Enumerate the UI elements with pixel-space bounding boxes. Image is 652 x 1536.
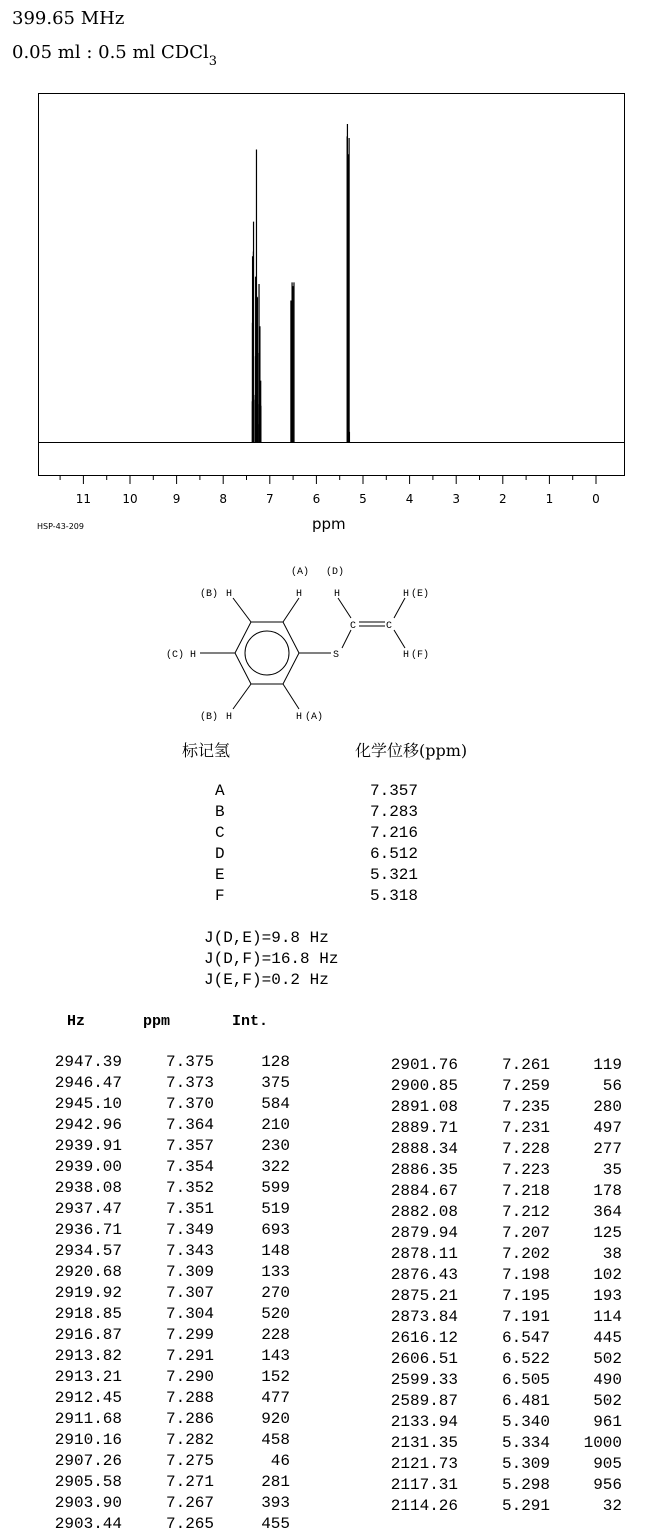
- label-e: (E): [411, 589, 430, 600]
- peak-ppm: 7.373: [165, 1074, 214, 1092]
- peak-hz: 2886.35: [390, 1161, 458, 1179]
- peak-ppm: 6.522: [501, 1350, 550, 1368]
- shift-label: A: [215, 782, 225, 800]
- peak-hz: 2934.57: [54, 1242, 122, 1260]
- peak-hz: 2133.94: [390, 1413, 458, 1431]
- x-tick-label: 0: [592, 492, 600, 506]
- peak-intensity: 905: [593, 1455, 622, 1473]
- shift-label: E: [215, 866, 225, 884]
- peak-row: [380, 1098, 640, 1119]
- peak-ppm: 7.375: [165, 1053, 214, 1071]
- peak-ppm: 6.547: [501, 1329, 550, 1347]
- peak-header-ppm: ppm: [143, 1013, 171, 1030]
- peak-intensity: 32: [602, 1497, 622, 1515]
- peak-hz: 2916.87: [54, 1326, 122, 1344]
- x-tick-label: 7: [265, 492, 274, 506]
- peak-hz: 2599.33: [390, 1371, 458, 1389]
- peak-row: [44, 1116, 304, 1137]
- peak-hz: 2946.47: [54, 1074, 122, 1092]
- peak-row: [380, 1434, 640, 1455]
- label-b-top: (B): [200, 589, 219, 600]
- atom-s: S: [333, 650, 340, 661]
- peak-row: [44, 1242, 304, 1263]
- peak-hz: 2936.71: [54, 1221, 122, 1239]
- peak-intensity: 143: [261, 1347, 290, 1365]
- label-b-bottom: (B): [200, 712, 219, 723]
- atom-h-a-top: H: [296, 589, 303, 600]
- peak-intensity: 322: [261, 1158, 290, 1176]
- peak-hz: 2912.45: [54, 1389, 122, 1407]
- peak-hz: 2920.68: [54, 1263, 122, 1281]
- peak-intensity: 35: [602, 1161, 622, 1179]
- peak-row: [380, 1329, 640, 1350]
- peak-ppm: 7.195: [501, 1287, 550, 1305]
- peak-row: [44, 1431, 304, 1452]
- peak-row: [380, 1455, 640, 1476]
- peak-ppm: 7.309: [165, 1263, 214, 1281]
- peak-row: [380, 1077, 640, 1098]
- peak-row: [44, 1095, 304, 1116]
- peak-intensity: 38: [602, 1245, 622, 1263]
- peak-ppm: 7.207: [501, 1224, 550, 1242]
- peak-hz: 2882.08: [390, 1203, 458, 1221]
- peak-intensity: 599: [261, 1179, 290, 1197]
- peak-intensity: 280: [593, 1098, 622, 1116]
- bond-c-h-d: [338, 598, 351, 618]
- peak-ppm: 7.354: [165, 1158, 214, 1176]
- label-f: (F): [411, 650, 430, 661]
- peak-intensity: 477: [261, 1389, 290, 1407]
- atom-h-e: H: [403, 589, 410, 600]
- peak-ppm: 7.299: [165, 1326, 214, 1344]
- x-tick-label: 10: [122, 492, 138, 506]
- peak-intensity: 102: [593, 1266, 622, 1284]
- x-axis-label: ppm: [312, 515, 346, 533]
- peak-intensity: 230: [261, 1137, 290, 1155]
- peak-row: [44, 1410, 304, 1431]
- peak-intensity: 281: [261, 1473, 290, 1491]
- peak-ppm: 7.291: [165, 1347, 214, 1365]
- peak-ppm: 7.282: [165, 1431, 214, 1449]
- peak-header-hz: Hz: [67, 1013, 86, 1030]
- peak-row: [44, 1347, 304, 1368]
- peak-intensity: 125: [593, 1224, 622, 1242]
- atom-h-c: H: [190, 650, 197, 661]
- molecular-structure: [160, 560, 460, 730]
- peak-row: [380, 1476, 640, 1497]
- peak-ppm: 5.334: [501, 1434, 550, 1452]
- bond-h-b-top: [233, 598, 251, 622]
- peak-ppm: 7.275: [165, 1452, 214, 1470]
- peak-hz: 2884.67: [390, 1182, 458, 1200]
- peak-intensity: 455: [261, 1515, 290, 1533]
- peak-ppm: 7.364: [165, 1116, 214, 1134]
- peak-row: [44, 1053, 304, 1074]
- peak-ppm: 7.235: [501, 1098, 550, 1116]
- peak-hz: 2939.91: [54, 1137, 122, 1155]
- peak-row: [380, 1203, 640, 1224]
- peak-row: [44, 1326, 304, 1347]
- peak-intensity: 56: [602, 1077, 622, 1095]
- solvent-main: 0.05 ml : 0.5 ml CDCl: [12, 42, 209, 63]
- peak-intensity: 393: [261, 1494, 290, 1512]
- peak-row: [380, 1350, 640, 1371]
- peak-intensity: 119: [593, 1056, 622, 1074]
- peak-ppm: 7.228: [501, 1140, 550, 1158]
- shift-header-label: 标记氢: [182, 741, 231, 760]
- peak-hz: 2911.68: [54, 1410, 122, 1428]
- peak-row: [380, 1182, 640, 1203]
- peak-row: [380, 1308, 640, 1329]
- peak-ppm: 7.370: [165, 1095, 214, 1113]
- peak-hz: 2121.73: [390, 1455, 458, 1473]
- peak-ppm: 7.218: [501, 1182, 550, 1200]
- peak-hz: 2910.16: [54, 1431, 122, 1449]
- atom-h-b-top: H: [226, 589, 233, 600]
- peak-row: [44, 1284, 304, 1305]
- x-tick-label: 6: [312, 492, 321, 506]
- peak-hz: 2905.58: [54, 1473, 122, 1491]
- peak-intensity: 114: [593, 1308, 622, 1326]
- peak-row: [44, 1179, 304, 1200]
- peak-hz: 2939.00: [54, 1158, 122, 1176]
- peak-ppm: 5.340: [501, 1413, 550, 1431]
- peak-hz: 2913.82: [54, 1347, 122, 1365]
- peak-hz: 2889.71: [390, 1119, 458, 1137]
- shift-label: C: [215, 824, 225, 842]
- peak-ppm: 5.291: [501, 1497, 550, 1515]
- peak-row: [380, 1413, 640, 1434]
- peak-hz: 2114.26: [390, 1497, 458, 1515]
- shift-value: 5.318: [370, 887, 419, 905]
- coupling-constant: J(D,E)=9.8 Hz: [204, 929, 329, 947]
- label-c: (C): [166, 650, 185, 661]
- coupling-constant: J(E,F)=0.2 Hz: [204, 971, 329, 989]
- peak-ppm: 7.352: [165, 1179, 214, 1197]
- peak-hz: 2589.87: [390, 1392, 458, 1410]
- x-tick-label: 4: [405, 492, 414, 506]
- peak-ppm: 6.481: [501, 1392, 550, 1410]
- peak-intensity: 519: [261, 1200, 290, 1218]
- peak-row: [380, 1287, 640, 1308]
- peak-intensity: 956: [593, 1476, 622, 1494]
- peak-row: [380, 1392, 640, 1413]
- peak-row: [44, 1137, 304, 1158]
- peak-ppm: 7.265: [165, 1515, 214, 1533]
- peak-hz: 2879.94: [390, 1224, 458, 1242]
- peak-row: [44, 1305, 304, 1326]
- peak-row: [380, 1266, 640, 1287]
- peak-ppm: 6.505: [501, 1371, 550, 1389]
- peak-hz: 2942.96: [54, 1116, 122, 1134]
- peak-intensity: 364: [593, 1203, 622, 1221]
- x-tick-label: 5: [359, 492, 367, 506]
- peak-ppm: 7.271: [165, 1473, 214, 1491]
- shift-label: F: [215, 887, 225, 905]
- peak-row: [44, 1074, 304, 1095]
- peak-intensity: 920: [261, 1410, 290, 1428]
- atom-h-b-bottom: H: [226, 712, 233, 723]
- peak-ppm: 7.231: [501, 1119, 550, 1137]
- peak-intensity: 445: [593, 1329, 622, 1347]
- label-a-bottom: (A): [305, 712, 324, 723]
- peak-hz: 2900.85: [390, 1077, 458, 1095]
- peak-ppm: 7.223: [501, 1161, 550, 1179]
- atom-h-d: H: [334, 589, 341, 600]
- peak-intensity: 693: [261, 1221, 290, 1239]
- peak-ppm: 7.261: [501, 1056, 550, 1074]
- peak-row: [44, 1389, 304, 1410]
- shift-value: 7.216: [370, 824, 419, 842]
- peak-hz: 2616.12: [390, 1329, 458, 1347]
- peak-ppm: 7.290: [165, 1368, 214, 1386]
- peak-hz: 2937.47: [54, 1200, 122, 1218]
- x-tick-label: 8: [219, 492, 228, 506]
- atom-c-1: C: [350, 621, 357, 632]
- peak-hz: 2606.51: [390, 1350, 458, 1368]
- peak-ppm: 5.298: [501, 1476, 550, 1494]
- x-tick-label: 3: [452, 492, 461, 506]
- peak-hz: 2876.43: [390, 1266, 458, 1284]
- peak-intensity: 497: [593, 1119, 622, 1137]
- peak-intensity: 148: [261, 1242, 290, 1260]
- spectrometer-frequency: 399.65 MHz: [12, 8, 125, 29]
- peak-intensity: 458: [261, 1431, 290, 1449]
- peak-hz: 2873.84: [390, 1308, 458, 1326]
- peak-intensity: 128: [261, 1053, 290, 1071]
- peak-intensity: 961: [593, 1413, 622, 1431]
- x-tick-label: 1: [545, 492, 554, 506]
- peak-row: [380, 1497, 640, 1518]
- peak-intensity: 178: [593, 1182, 622, 1200]
- peak-hz: 2131.35: [390, 1434, 458, 1452]
- peak-hz: 2918.85: [54, 1305, 122, 1323]
- peak-ppm: 7.307: [165, 1284, 214, 1302]
- label-a-top: (A): [291, 567, 310, 578]
- peak-ppm: 7.212: [501, 1203, 550, 1221]
- peak-row: [380, 1224, 640, 1245]
- x-axis-ticks: [60, 476, 600, 506]
- peak-ppm: 7.191: [501, 1308, 550, 1326]
- atom-h-f: H: [403, 650, 410, 661]
- peak-row: [44, 1452, 304, 1473]
- spectrum-peaks: [252, 124, 349, 442]
- nmr-spectrum-chart: [0, 0, 652, 512]
- label-d-top: (D): [326, 567, 345, 578]
- peak-hz: 2947.39: [54, 1053, 122, 1071]
- peak-row: [44, 1515, 304, 1536]
- bond-h-a-bottom: [283, 684, 299, 709]
- peak-hz: 2888.34: [390, 1140, 458, 1158]
- peak-intensity: 193: [593, 1287, 622, 1305]
- coupling-constant: J(D,F)=16.8 Hz: [204, 950, 339, 968]
- shift-value: 7.357: [370, 782, 419, 800]
- bond-h-a-top: [283, 598, 299, 622]
- peak-ppm: 5.309: [501, 1455, 550, 1473]
- peak-intensity: 502: [593, 1392, 622, 1410]
- atom-h-a-bottom: H: [296, 712, 303, 723]
- peak-ppm: 7.202: [501, 1245, 550, 1263]
- peak-row: [44, 1368, 304, 1389]
- peak-ppm: 7.343: [165, 1242, 214, 1260]
- peak-intensity: 152: [261, 1368, 290, 1386]
- peak-row: [44, 1494, 304, 1515]
- peak-row: [380, 1056, 640, 1077]
- peak-ppm: 7.357: [165, 1137, 214, 1155]
- peak-intensity: 133: [261, 1263, 290, 1281]
- peak-ppm: 7.304: [165, 1305, 214, 1323]
- peak-intensity: 490: [593, 1371, 622, 1389]
- peak-hz: 2878.11: [390, 1245, 458, 1263]
- peak-hz: 2891.08: [390, 1098, 458, 1116]
- peak-hz: 2117.31: [390, 1476, 458, 1494]
- x-tick-label: 2: [498, 492, 507, 506]
- peak-row: [380, 1245, 640, 1266]
- peak-ppm: 7.288: [165, 1389, 214, 1407]
- x-tick-label: 9: [172, 492, 181, 506]
- peak-row: [44, 1200, 304, 1221]
- peak-intensity: 375: [261, 1074, 290, 1092]
- peak-intensity: 228: [261, 1326, 290, 1344]
- peak-intensity: 1000: [583, 1434, 622, 1452]
- peak-intensity: 277: [593, 1140, 622, 1158]
- peak-ppm: 7.349: [165, 1221, 214, 1239]
- peak-hz: 2945.10: [54, 1095, 122, 1113]
- solvent-subscript: 3: [208, 54, 218, 69]
- aromatic-circle: [245, 631, 289, 675]
- bond-h-b-bottom: [233, 684, 251, 709]
- peak-ppm: 7.351: [165, 1200, 214, 1218]
- shift-value: 5.321: [370, 866, 419, 884]
- peak-ppm: 7.259: [501, 1077, 550, 1095]
- shift-value: 6.512: [370, 845, 419, 863]
- peak-hz: 2913.21: [54, 1368, 122, 1386]
- peak-intensity: 520: [261, 1305, 290, 1323]
- peak-hz: 2903.90: [54, 1494, 122, 1512]
- peak-ppm: 7.286: [165, 1410, 214, 1428]
- peak-ppm: 7.267: [165, 1494, 214, 1512]
- peak-intensity: 210: [261, 1116, 290, 1134]
- peak-hz: 2875.21: [390, 1287, 458, 1305]
- peak-row: [44, 1158, 304, 1179]
- peak-row: [44, 1263, 304, 1284]
- atom-c-2: C: [386, 621, 393, 632]
- peak-intensity: 46: [270, 1452, 290, 1470]
- peak-row: [44, 1473, 304, 1494]
- peak-hz: 2901.76: [390, 1056, 458, 1074]
- peak-row: [380, 1161, 640, 1182]
- shift-value: 7.283: [370, 803, 419, 821]
- peak-row: [44, 1221, 304, 1242]
- peak-ppm: 7.198: [501, 1266, 550, 1284]
- peak-intensity: 584: [261, 1095, 290, 1113]
- bond-s-c: [342, 630, 351, 648]
- x-tick-label: 11: [75, 492, 92, 506]
- bond-c-h-e: [394, 598, 405, 618]
- peak-intensity: 270: [261, 1284, 290, 1302]
- shift-label: D: [215, 845, 225, 863]
- peak-intensity: 502: [593, 1350, 622, 1368]
- peak-header-int: Int.: [232, 1013, 269, 1030]
- shift-header-value: 化学位移(ppm): [355, 741, 468, 760]
- spectrum-code: HSP-43-209: [37, 522, 84, 531]
- peak-row: [380, 1140, 640, 1161]
- bond-c-h-f: [394, 630, 405, 648]
- peak-hz: 2938.08: [54, 1179, 122, 1197]
- shift-label: B: [215, 803, 225, 821]
- peak-row: [380, 1119, 640, 1140]
- peak-hz: 2907.26: [54, 1452, 122, 1470]
- peak-hz: 2919.92: [54, 1284, 122, 1302]
- plot-frame: [39, 94, 625, 476]
- peak-hz: 2903.44: [54, 1515, 122, 1533]
- peak-row: [380, 1371, 640, 1392]
